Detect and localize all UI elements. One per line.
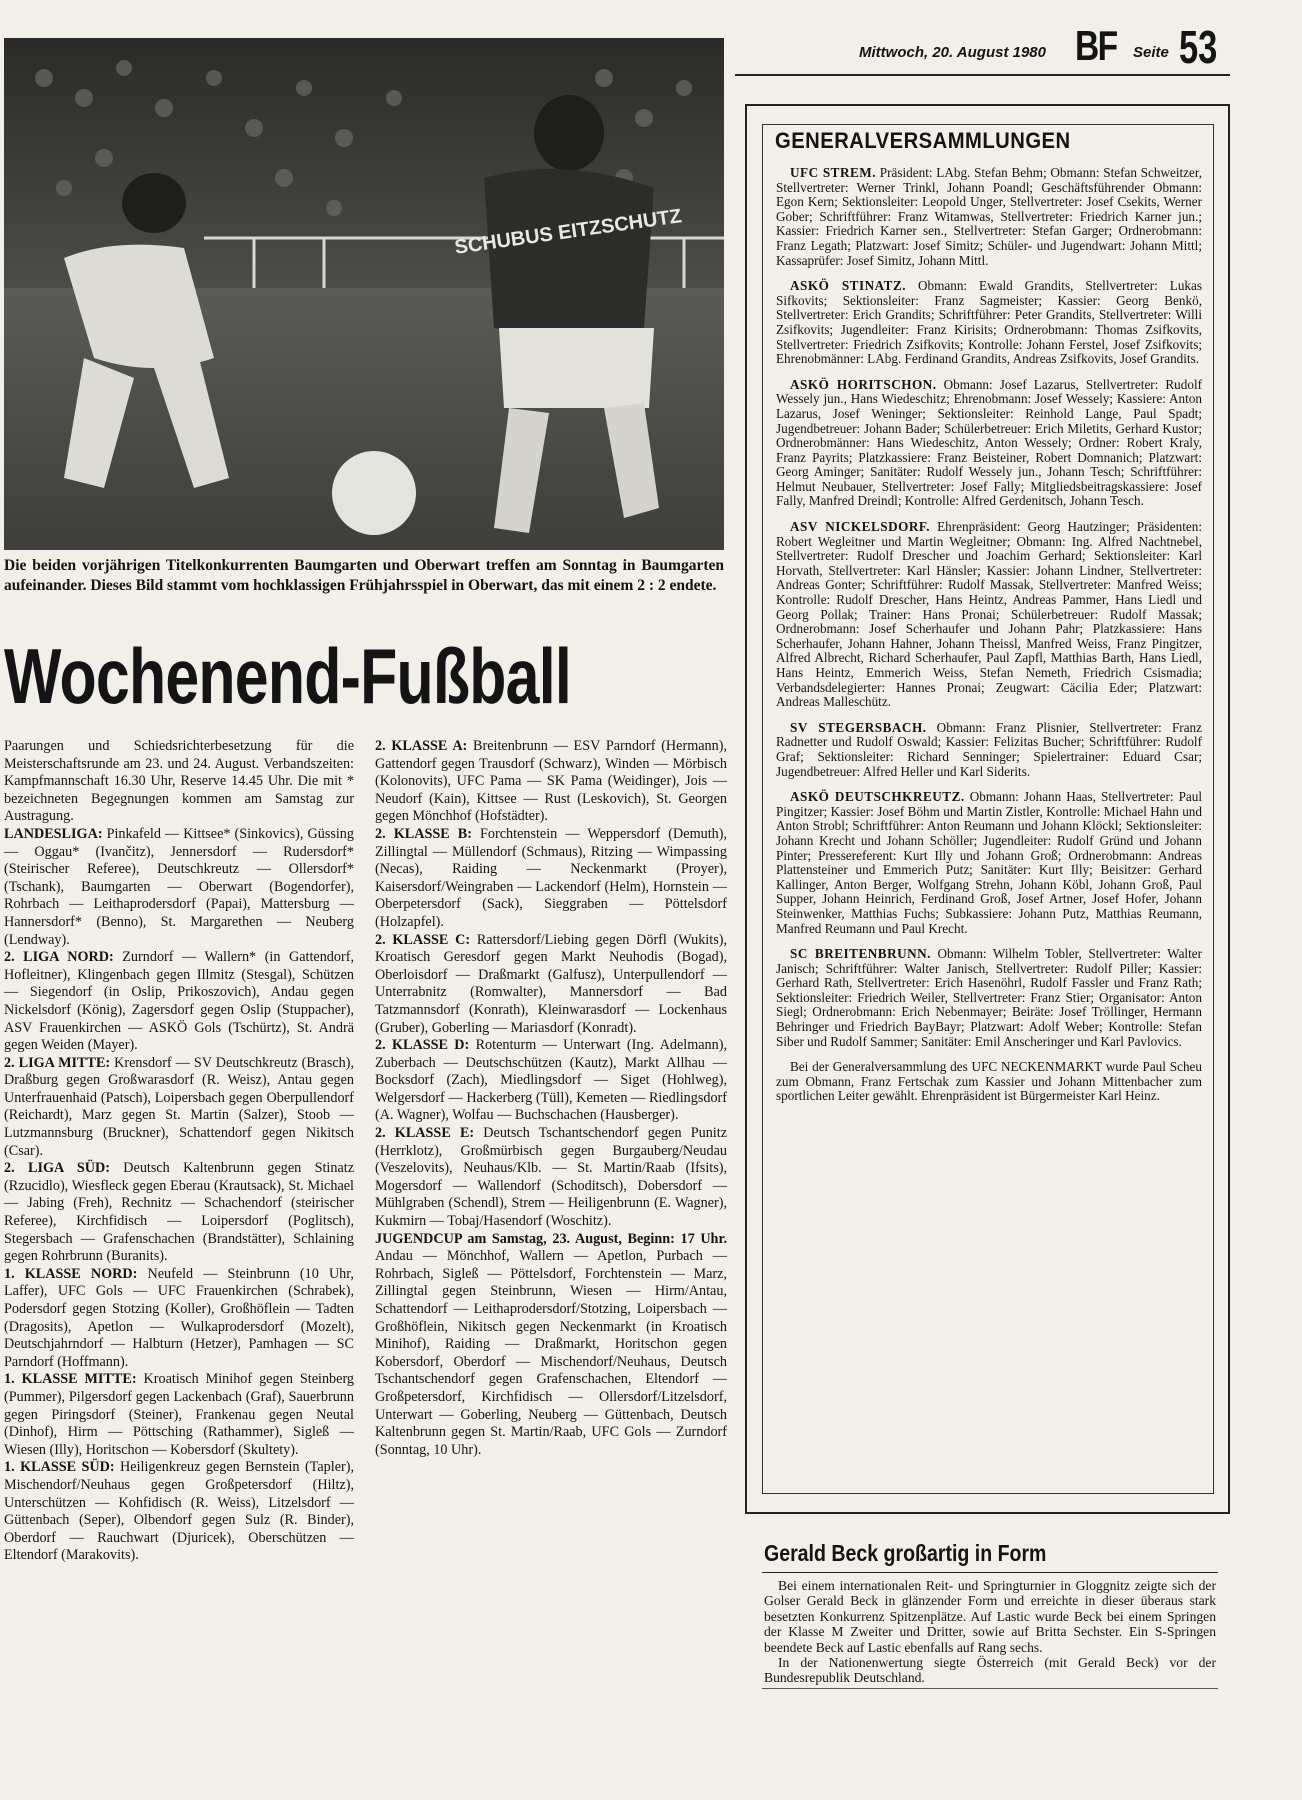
section-text: Krensdorf — SV Deutschkreutz (Brasch), Draßburg gegen Großwarasdorf (R. Weisz), Antau gegen Unterfrauenhaid (Patsch), Loipersbach gegen Oberpullendorf (Reichardt), Marz gegen St. Martin (Salzer), Stoob — Lutzmannsburg (Bruckner), Schattendorf gegen Nikitsch (Csar). [4,1054,355,1159]
section-label: LANDESLIGA: [4,825,103,842]
gv-neckenmarkt: Bei der Generalversammlung des UFC NECKENMARKT wurde Paul Scheu zum Obmann, Franz Fertschak zum Kassier und Johann Mittenbacher zum sportlichen Leiter gewählt. Ehrenpräsident ist Bürgermeister Karl Heinz. [776,1059,1202,1104]
section-label: 2. LIGA MITTE: [4,1054,111,1071]
gv-club-text: Obmann: Wilhelm Tobler, Stellvertreter: Walter Janisch; Schriftführer: Walter Janisch, Stellvertreter: Rudolf Piller; Kassier: Gerhard Rath, Stellvertreter: Erich Hasenöhrl, Rudolf Fassler und Franz Rath; Sektionsleiter: Friedrich Weiler, Stellvertreter: Franz Stier; Organisator: Anton Siegl; Ordnerobmann: Erich Nebenmayer; Beiräte: Josef Tröllinger, Hermann Behringer und Friedrich BayBayr; Platzwart: Adolf Weber; Kontrolle: Stefan Siber und Rudolf Sammer; Sanitäter: Emil Anscheringer und Karl Pavlovics. [776,946,1202,1049]
page-header [735,20,1225,73]
section-label: 2. KLASSE B: [375,825,472,842]
section-label: 2. LIGA SÜD: [4,1160,110,1177]
article-column-1 [4,738,354,1565]
section-klasse-2b [375,826,727,932]
paper-logo: BF [1075,22,1117,69]
gv-club-name: ASKÖ DEUTSCHKREUTZ. [790,789,965,805]
page-label: Seite [1133,44,1169,61]
gv-club-text: Präsident: LAbg. Stefan Behm; Obmann: Stefan Schweitzer, Stellvertreter: Werner Trinkl, Johann Poandl; Geschäftsführender Obmann: Egon Kern; Sektionsleiter: Leopold Unger, Stellvertreter: Josef Csekits, Werner Gober; Schriftführer: Franz Witamwas, Stellvertreter: Friedrich Karner jun.; Kassier: Friedrich Karner sen., Stellvertreter: Stefan Garger; Ordnerobmann: Franz Legath; Platzwart: Josef Simitz; Schüler- und Jugendwart: Johann Mittl; Kassaprüfer: Josef Simitz, Johann Mittl. [776,165,1203,268]
article-column-2 [375,738,727,1459]
section-label: 1. KLASSE NORD: [4,1265,138,1282]
section-label: 1. KLASSE MITTE: [4,1371,137,1388]
gv-club-text: Obmann: Josef Lazarus, Stellvertreter: Rudolf Wessely jun., Hans Wiedeschitz; Ehrenobmann: Josef Wessely; Kassiere: Anton Lazarus, Josef Weninger; Sektionsleiter: Reinhold Lange, Paul Spadt; Jugendbetreuer: Johann Bader; Schülerbetreuer: Erich Miletits, Gerhard Kustor; Ordnerobmänner: Hans Wiedeschitz, Anton Wessely; Ordner: Robert Kraly, Franz Payrits; Platzkassiere: Franz Beisteiner, Robert Domnanich; Platzwart: Georg Aminger; Sanitäter: Rudolf Wessely jun., Johann Tesch; Schriftführer: Helmut Neubauer, Stellvertreter: Josef Fally; Mitgliedsbeitragskassiere: Josef Fally, Manfred Dreindl; Kontrolle: Alfred Gerdenitsch, Johann Tesch. [776,376,1203,509]
shirt-sponsor: SCHUBUS EITZSCHUTZ [453,205,684,259]
section-label: 2. LIGA NORD: [4,949,114,966]
section-text: Neufeld — Steinbrunn (10 Uhr, Laffer), UFC Gols — UFC Frauenkirchen (Schrabek), Podersdorf gegen Stotzing (Koller), Großhöflein — Tadten (Dragosits), Apetlon — Wulkaprodersdorf (Mozelt), Deutschjahrndorf — Halbturn (Hetzer), Pamhagen — SC Parndorf (Hoffmann). [4,1265,354,1370]
gv-club [776,520,1202,710]
match-photo [4,38,724,550]
section-klasse-2a [375,738,727,826]
photo-illustration [4,38,724,550]
beck-rule [762,1572,1218,1573]
section-liga-sued [4,1160,354,1266]
section-text: Zurndorf — Wallern* (in Gattendorf, Hofleitner), Klingenbach gegen Illmitz (Stesgal), Schützen — Siegendorf (in Oslip, Prikoszovich), Andau gegen Nickelsdorf (König), Zagersdorf gegen Oslip (Stuppacher), ASV Frauenkirchen — ASKÖ Gols (Tschürtz), St. Andrä gegen Weiden (Mayer). [4,949,354,1054]
beck-bottom-rule [762,1688,1218,1689]
gv-club [776,378,1202,509]
section-label: 1. KLASSE SÜD: [4,1459,115,1476]
gv-club-name: ASV NICKELSDORF. [790,519,931,535]
issue-date: Mittwoch, 20. August 1980 [859,44,1046,61]
section-liga-mitte [4,1055,354,1161]
gv-club [776,947,1202,1049]
headline: Wochenend-Fußball [4,632,571,720]
section-label: 2. KLASSE E: [375,1125,475,1142]
section-text: Rattersdorf/Liebing gegen Dörfl (Wukits), Kroatisch Geresdorf gegen Markt Neuhodis (Bogad), Oberloisdorf — Draßmarkt (Galfusz), Unterpullendorf — Unterrabnitz (Romwalter), Mannersdorf — Bad Tatzmannsdorf (Konrath), Kleinwarasdorf — Lockenhaus (Gruber), Goberling — Mariasdorf (Konradt). [375,931,727,1036]
section-text: Breitenbrunn — ESV Parndorf (Hermann), Gattendorf gegen Trausdorf (Schwarz), Winden — Mörbisch (Kolonovits), UFC Pama — SK Pama (Weidinger), Jois — Neudorf (Kain), Kittsee — Rust (Leskovich), St. Georgen gegen Mönchhof (Hofstädter). [375,738,727,825]
gv-club-text: Obmann: Johann Haas, Stellvertreter: Paul Pingitzer; Kassier: Josef Böhm und Martin Zistler, Kontrolle: Michael Hahn und Anton Strobl; Schriftführer: Anton Reumann und Johann Klöckl; Sektionsleiter: Johann Krecht und Johann Schöller; Jugendleiter: Rudolf Gründ und Johann Pinter; Pressereferent: Kurt Illy und Johann Groß; Ordnerobmann: Andreas Plattensteiner und Emmerich Putz; Sanitäter: Kurt Illy; Beisitzer: Gerhard Kallinger, Anton Berger, Wolfgang Strehn, Johann Köbl, Johann Groß, Paul Supper, Johann Heinrich, Ferdinand Groß, Josef Artner, Josef Hofer, Johann Steinwenker, Matthias Fuchs; Subkassiere: Johann Putz, Matthias Reumann, Manfred Reumann und Paul Krecht. [776,789,1203,936]
page-number: 53 [1179,21,1218,73]
section-klasse-2e [375,1125,727,1231]
header-rule [735,74,1230,76]
section-text: Deutsch Tschantschendorf gegen Punitz (Herrklotz), Großmürbisch gegen Burgauberg/Neudau (Veszelovits), Neuhaus/Klb. — St. Martin/Raab (Ifsits), Mogersdorf — Wallendorf (Schoditsch), Dobersdorf — Mühlgraben (Schendl), Strem — Heiligenbrunn (E. Wagner), Kukmirn — Tobaj/Hasendorf (Woschitz). [375,1125,727,1230]
section-text: Deutsch Kaltenbrunn gegen Stinatz (Rzucidlo), Wiesfleck gegen Eberau (Krautsack), St. Michael — Jabing (Freh), Rechnitz — Schachendorf (steirischer Referee), Kirchfidisch — Loipersdorf (Poglitsch), Stegersbach — Grafenschachen (Brandstätter), Schlaining gegen Rohrbrunn (Buranits). [4,1160,355,1265]
gv-club [776,166,1202,268]
beck-headline: Gerald Beck großartig in Form [764,1540,1047,1566]
photo-caption: Die beiden vorjährigen Titelkonkurrenten Baumgarten und Oberwart treffen am Sonntag in Baumgarten aufeinander. Dieses Bild stammt vom hochklassigen Frühjahrsspiel in Oberwart, das mit einem 2 : 2 endete. [4,557,724,594]
gv-club-name: ASKÖ STINATZ. [790,278,907,294]
gv-club-text: Obmann: Ewald Grandits, Stellvertreter: Lukas Sifkovits; Sektionsleiter: Franz Sagmeister; Kassier: Georg Benkö, Stellvertreter: Erich Grandits; Schriftführer: Peter Grandits, Stellvertreter: Willi Zsifkovits; Jugendleiter: Franz Kirisits; Ordnerobmann: Thomas Zsifkovits, Stellvertreter: Friedrich Zsifkovits; Kontrolle: Johann Ferstel, Josef Zsifkovits; Ehrenobmänner: LAbg. Ferdinand Grandits, Andreas Zsifkovits, Josef Grandits. [776,278,1203,367]
beck-article [764,1578,1216,1686]
gv-club-name: UFC STREM. [790,165,877,180]
gv-body [776,166,1202,1115]
section-klasse-2c [375,932,727,1038]
gv-club [776,721,1202,779]
football [332,451,416,535]
gv-title: GENERALVERSAMMLUNGEN [775,128,1071,153]
article-intro: Paarungen und Schiedsrichterbesetzung für die Meisterschaftsrunde am 23. und 24. August. Verbandszeiten: Kampfmannschaft 16.30 Uhr, Reserve 14.45 Uhr. Die mit * bezeichneten Begegnungen kommen am Samstag zur Austragung. [4,738,354,825]
section-klasse-mitte [4,1371,354,1459]
beck-paragraph-1: Bei einem internationalen Reit- und Springturnier in Gloggnitz zeigte sich der Golser Gerald Beck in glänzender Form und erreichte in dieser überaus stark besetzten Konkurrenz Spitzenplätze. Auf Lastic wurde Beck bei einem Springen der Klasse M Zweiter und Dritter, sowie auf Britta Sechster. Ein S-Springen beendete Beck auf Lastic ebenfalls auf Rang sechs. [764,1578,1216,1655]
beck-paragraph-2: In der Nationenwertung siegte Österreich (mit Gerald Beck) vor der Bundesrepublik Deutschland. [764,1655,1216,1686]
section-klasse-2d [375,1037,727,1125]
section-text: Andau — Mönchhof, Wallern — Apetlon, Purbach — Rohrbach, Sigleß — Pöttelsdorf, Forchtenstein — Marz, Zillingtal gegen Steinbrunn, Wiesen — Hirm/Antau, Schattendorf — Leithaprodersdorf/Stotzing, Loipersbach — Großhöflein, Nikitsch gegen Neckenmarkt (in Kroatisch Minihof), Raiding — Draßmarkt, Horitschon gegen Kobersdorf, Oberdorf — Mischendorf/Neuhaus, Deutsch Tschantschendorf gegen Grafenschachen, Eltendorf — Großpetersdorf, Kirchfidisch — Ollersdorf/Litzelsdorf, Unterwart — Goberling, Neuberg — Güttenbach, Deutsch Kaltenbrunn gegen St. Martin/Raab, UFC Gols — Zurndorf (Sonntag, 10 Uhr). [375,1248,727,1458]
section-klasse-nord [4,1266,354,1372]
section-jugendcup [375,1231,727,1460]
section-text: Heiligenkreuz gegen Bernstein (Tapler), Mischendorf/Neuhaus gegen Großpetersdorf (Hiltz), Unterschützen — Kohfidisch (R. Weiss), Litzelsdorf — Güttenbach (Seper), Olbendorf gegen Sulz (R. Binder), Oberdorf — Rauchwart (Djuricek), Oberschützen — Eltendorf (Marakovits). [4,1459,354,1564]
section-landesliga [4,826,354,949]
gv-club-text: Obmann: Franz Plisnier, Stellvertreter: Franz Radnetter und Rudolf Oswald; Kassier: Felizitas Bucher; Schriftführer: Rudolf Graf; Sektionsleiter: Richard Senninger; Spielertrainer: Eduard Csar; Jugendbetreuer: Alfred Heller und Karl Siderits. [776,719,1202,779]
section-klasse-sued [4,1459,354,1565]
gv-club [776,279,1202,367]
gv-club-text: Ehrenpräsident: Georg Hautzinger; Präsidenten: Robert Wegleitner und Martin Wegleitner; Obmann: Ing. Alfred Nachtnebel, Stellvertreter: Rudolf Drescher und Joachim Gerhard; Sektionsleiter: Karl Horvath, Stellvertreter: Karl Hänsler; Kassier: Johann Lindner, Stellvertreter: Andreas Gonter; Schriftführer: Rudolf Massak, Stellvertreter: Manfred Weiss; Kontrolle: Rudolf Drescher, Hans Heintz, Andreas Pammer, Hans Liedl und Georg Pollak; Trainer: Hans Pronai; Schülerbetreuer: Rudolf Massak; Ordnerobmann: Josef Scherhaufer und Johann Pahr; Platzkassiere: Hans Scherhaufer, Johann Hahner, Johann Theissl, Manfred Weiss, Franz Pingitzer, Alfred Albrecht, Richard Scherhaufer, Paul Zapfl, Matthias Barth, Hans Liedl, Hans Heintz, Emmerich Weiss, Stefan Nemeth, Friedrich Csismadia; Verbandsdelegierter: Hannes Pronai; Zeugwart: Cäcilia Eder; Platzwart: Andreas Malleschütz. [776,519,1202,710]
section-text: Forchtenstein — Weppersdorf (Demuth), Zillingtal — Müllendorf (Schmaus), Ritzing — Wimpassing (Necas), Raiding — Neckenmarkt (Proyer), Kaisersdorf/Weingraben — Lackendorf (Helm), Hornstein — Oberpetersdorf (Sack), Sieggraben — Pöttelsdorf (Holzapfel). [375,825,728,930]
section-liga-nord [4,949,354,1055]
section-label: 2. KLASSE D: [375,1037,470,1054]
section-text: Rotenturm — Unterwart (Ing. Adelmann), Zuberbach — Deutschschützen (Kautz), Markt Allhau — Bocksdorf (Zach), Miedlingsdorf — Siget (Hohlweg), Welgersdorf — Hackerberg (Tüll), Kemeten — Riedlingsdorf (A. Wagner), Wolfau — Buchschachen (Hausberger). [375,1037,728,1124]
gv-club-name: ASKÖ HORITSCHON. [790,376,937,392]
section-label: 2. KLASSE C: [375,931,471,948]
section-label: 2. KLASSE A: [375,738,468,754]
gv-club [776,790,1202,936]
gv-club-name: SV STEGERSBACH. [790,719,927,735]
section-label: JUGENDCUP am Samstag, 23. August, Beginn: 17 Uhr. [375,1230,727,1247]
gv-club-name: SC BREITENBRUNN. [790,946,931,962]
section-text: Kroatisch Minihof gegen Steinberg (Pummer), Pilgersdorf gegen Lackenbach (Graf), Sauerbrunn gegen Piringsdorf (Steiner), Frankenau gegen Neutal (Dinhof), Hirm — Pöttsching (Rathammer), Sigleß — Wiesen (Illy), Horitschon — Kobersdorf (Skultety). [4,1371,355,1458]
section-text: Pinkafeld — Kittsee* (Sinkovics), Güssing — Oggau* (Ivančitz), Jennersdorf — Rudersdorf* (Steirischer Referee), Deutschkreutz — Ollersdorf* (Tschank), Baumgarten — Oberwart (Bogendorfer), Rohrbach — Leithaprodersdorf (Papai), Mattersburg — Hannersdorf* (Benno), St. Margarethen — Neuberg (Lendway). [4,825,354,948]
